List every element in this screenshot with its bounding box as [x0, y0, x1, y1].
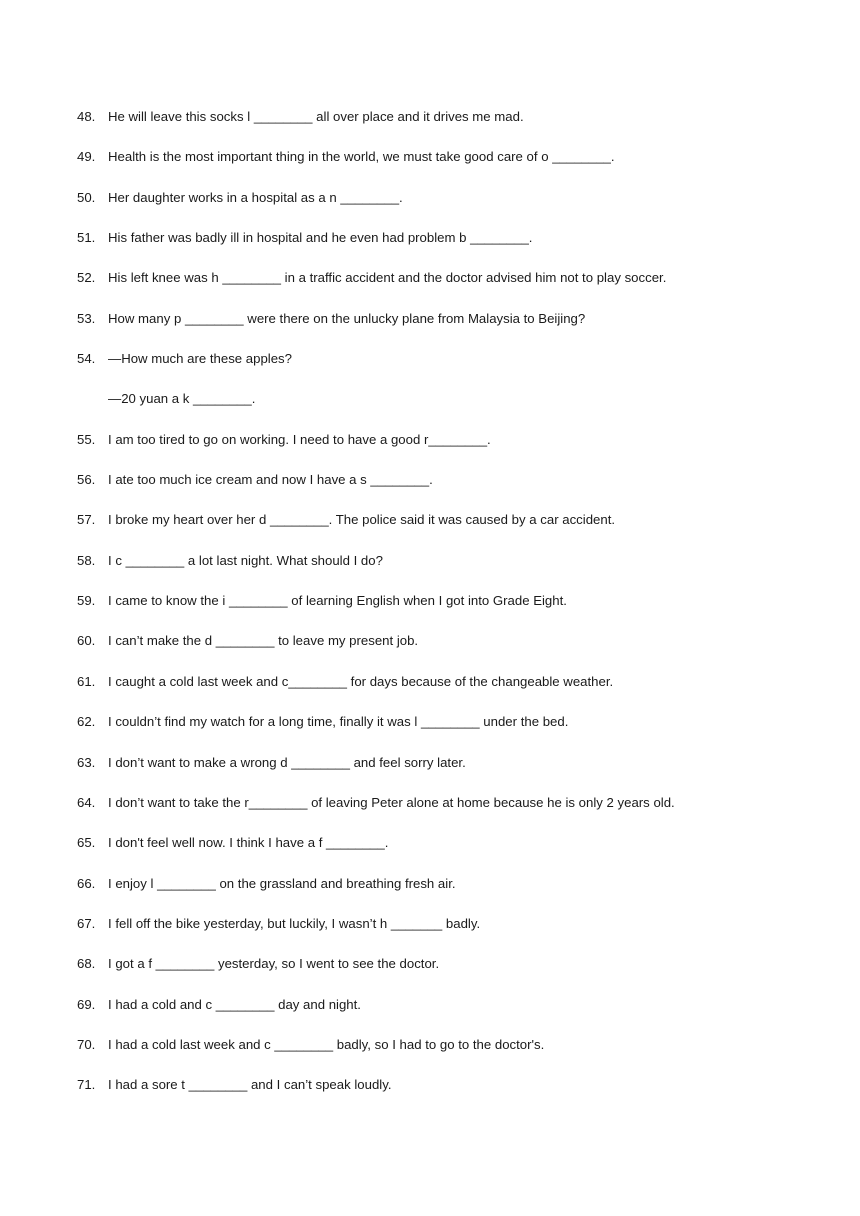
question-number: 57.: [77, 512, 96, 528]
question-number: 58.: [77, 552, 96, 568]
question-item: [0, 228, 860, 268]
question-number: 52.: [77, 270, 96, 286]
question-text: I got a f ________ yesterday, so I went to see the doctor.: [108, 956, 440, 972]
question-text: I enjoy l ________ on the grassland and breathing fresh air.: [108, 875, 456, 891]
question-number: 48.: [77, 109, 96, 124]
question-number: 71.: [77, 1077, 96, 1093]
question-number: 61.: [77, 673, 96, 689]
question-text: I c ________ a lot last night. What should I do?: [108, 552, 383, 568]
question-text: I had a sore t ________ and I can’t speak loudly.: [108, 1077, 392, 1093]
question-text: I caught a cold last week and c________ for days because of the changeable weather.: [108, 673, 614, 689]
question-item: [0, 107, 860, 147]
question-text: His left knee was h ________ in a traffic accident and the doctor advised him not to play soccer.: [108, 270, 667, 286]
question-number: 55.: [77, 431, 96, 447]
question-number: 70.: [77, 1036, 96, 1052]
question-number: 69.: [77, 996, 96, 1012]
question-number: 62.: [77, 714, 96, 730]
question-number: 66.: [77, 875, 96, 891]
question-number: 65.: [77, 835, 96, 851]
question-number: 49.: [77, 149, 96, 165]
question-number: 56.: [77, 472, 96, 488]
question-text: —20 yuan a k ________.: [108, 391, 256, 407]
question-text: I ate too much ice cream and now I have a s ________.: [108, 472, 433, 488]
question-text: —How much are these apples?: [108, 351, 292, 367]
question-number: 54.: [77, 351, 96, 367]
question-item: [0, 510, 860, 550]
question-item: [0, 389, 860, 429]
question-item: [0, 147, 860, 187]
question-text: I had a cold last week and c ________ badly, so I had to go to the doctor's.: [108, 1036, 545, 1052]
question-text: I can’t make the d ________ to leave my present job.: [108, 633, 419, 649]
question-item: [0, 349, 860, 389]
question-number: 60.: [77, 633, 96, 649]
question-item: [0, 712, 860, 752]
question-text: I had a cold and c ________ day and night.: [108, 996, 361, 1012]
question-text: I couldn’t find my watch for a long time, finally it was l ________ under the bed.: [108, 714, 569, 730]
question-item: [0, 268, 860, 308]
question-text: I came to know the i ________ of learning English when I got into Grade Eight.: [108, 593, 567, 609]
question-item: [0, 753, 860, 793]
question-item: [0, 631, 860, 671]
question-item: [0, 1075, 860, 1115]
question-item: [0, 188, 860, 228]
question-text: I am too tired to go on working. I need to have a good r________.: [108, 431, 491, 447]
question-item: [0, 995, 860, 1035]
question-number: 63.: [77, 754, 96, 770]
question-number: 68.: [77, 956, 96, 972]
question-item: [0, 874, 860, 914]
question-number: 59.: [77, 593, 96, 609]
question-text: How many p ________ were there on the unlucky plane from Malaysia to Beijing?: [108, 310, 586, 326]
question-text: I don’t want to make a wrong d ________ and feel sorry later.: [108, 754, 466, 770]
question-text: I don’t want to take the r________ of leaving Peter alone at home because he is only 2 years old.: [108, 794, 675, 810]
question-number: 64.: [77, 794, 96, 810]
question-list: [0, 107, 860, 1116]
question-number: 67.: [77, 915, 96, 931]
question-item: [0, 833, 860, 873]
question-text: I fell off the bike yesterday, but luckily, I wasn’t h _______ badly.: [108, 915, 481, 931]
question-item: [0, 1035, 860, 1075]
question-item: [0, 914, 860, 954]
question-text: I don't feel well now. I think I have a f ________.: [108, 835, 389, 851]
question-item: [0, 470, 860, 510]
question-item: [0, 430, 860, 470]
question-item: [0, 672, 860, 712]
question-text: Health is the most important thing in the world, we must take good care of o ________.: [108, 149, 615, 165]
question-item: [0, 591, 860, 631]
question-number: 50.: [77, 189, 96, 205]
question-text: His father was badly ill in hospital and he even had problem b ________.: [108, 230, 533, 246]
question-text: Her daughter works in a hospital as a n ________.: [108, 189, 403, 205]
question-item: [0, 309, 860, 349]
question-item: [0, 954, 860, 994]
question-number: 51.: [77, 230, 96, 246]
question-text: I broke my heart over her d ________. The police said it was caused by a car accident.: [108, 512, 616, 528]
question-item: [0, 793, 860, 833]
question-text: He will leave this socks l ________ all over place and it drives me mad.: [108, 109, 524, 124]
question-item: [0, 551, 860, 591]
question-number: 53.: [77, 310, 96, 326]
